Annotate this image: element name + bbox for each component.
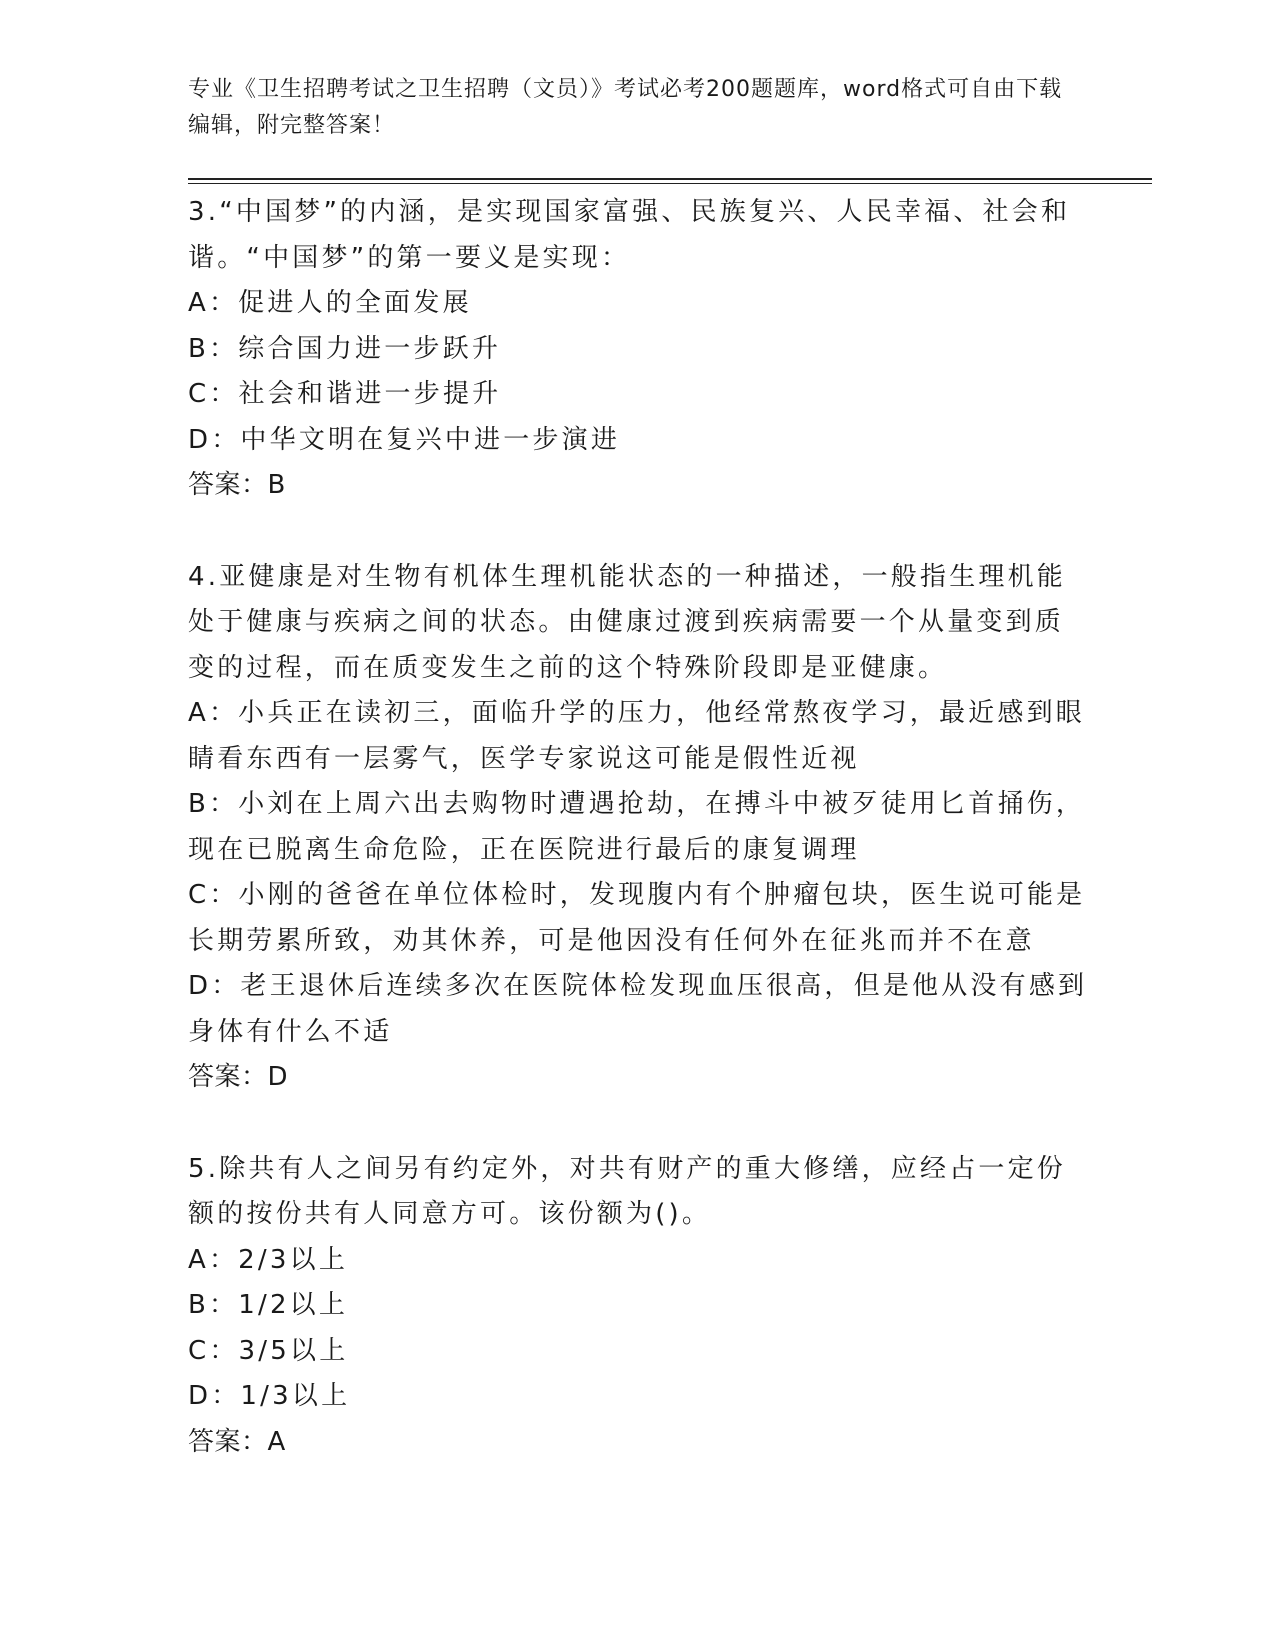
question-list (188, 190, 1088, 1511)
question-text: 4.亚健康是对生物有机体生理机能状态的一种描述，一般指生理机能处于健康与疾病之间的状态。由健康过渡到疾病需要一个从量变到质变的过程，而在质变发生之前的这个特殊阶段即是亚健康。 (188, 561, 1067, 683)
option-c: C：小刚的爸爸在单位体检时，发现腹内有个肿瘤包块，医生说可能是长期劳累所致，劝其休养，可是他因没有任何外在征兆而并不在意 (188, 880, 1086, 956)
question-3 (188, 190, 1088, 509)
answer: 答案：D (188, 1062, 289, 1092)
option-a: A：促进人的全面发展 (188, 288, 472, 318)
question-4 (188, 555, 1088, 1101)
option-a: A：2/3以上 (188, 1244, 349, 1275)
option-d: D：1/3以上 (188, 1381, 351, 1411)
option-b: B：1/2以上 (188, 1290, 349, 1320)
answer: 答案：B (188, 470, 286, 500)
option-d: D：中华文明在复兴中进一步演进 (188, 424, 621, 455)
answer: 答案：A (188, 1426, 286, 1457)
header-divider-thick (188, 178, 1152, 180)
question-text: 5.除共有人之间另有约定外，对共有财产的重大修缮，应经占一定份额的按份共有人同意方可。该份额为()。 (188, 1153, 1067, 1229)
option-c: C：3/5以上 (188, 1335, 349, 1366)
option-d: D：老王退休后连续多次在医院体检发现血压很高，但是他从没有感到身体有什么不适 (188, 971, 1088, 1047)
option-b: B：小刘在上周六出去购物时遭遇抢劫，在搏斗中被歹徒用匕首捅伤，现在已脱离生命危险，正在医院进行最后的康复调理 (188, 789, 1086, 865)
option-b: B：综合国力进一步跃升 (188, 333, 502, 364)
header-divider-thin (188, 183, 1152, 184)
document-header: 专业《卫生招聘考试之卫生招聘（文员）》考试必考200题题库，word格式可自由下载编辑，附完整答案！ (188, 77, 1063, 138)
option-a: A：小兵正在读初三，面临升学的压力，他经常熬夜学习，最近感到眼睛看东西有一层雾气，医学专家说这可能是假性近视 (188, 698, 1085, 774)
option-c: C：社会和谐进一步提升 (188, 379, 502, 409)
question-text: 3.“中国梦”的内涵，是实现国家富强、民族复兴、人民幸福、社会和谐。“中国梦”的第一要义是实现： (188, 197, 1071, 273)
question-5 (188, 1147, 1088, 1466)
